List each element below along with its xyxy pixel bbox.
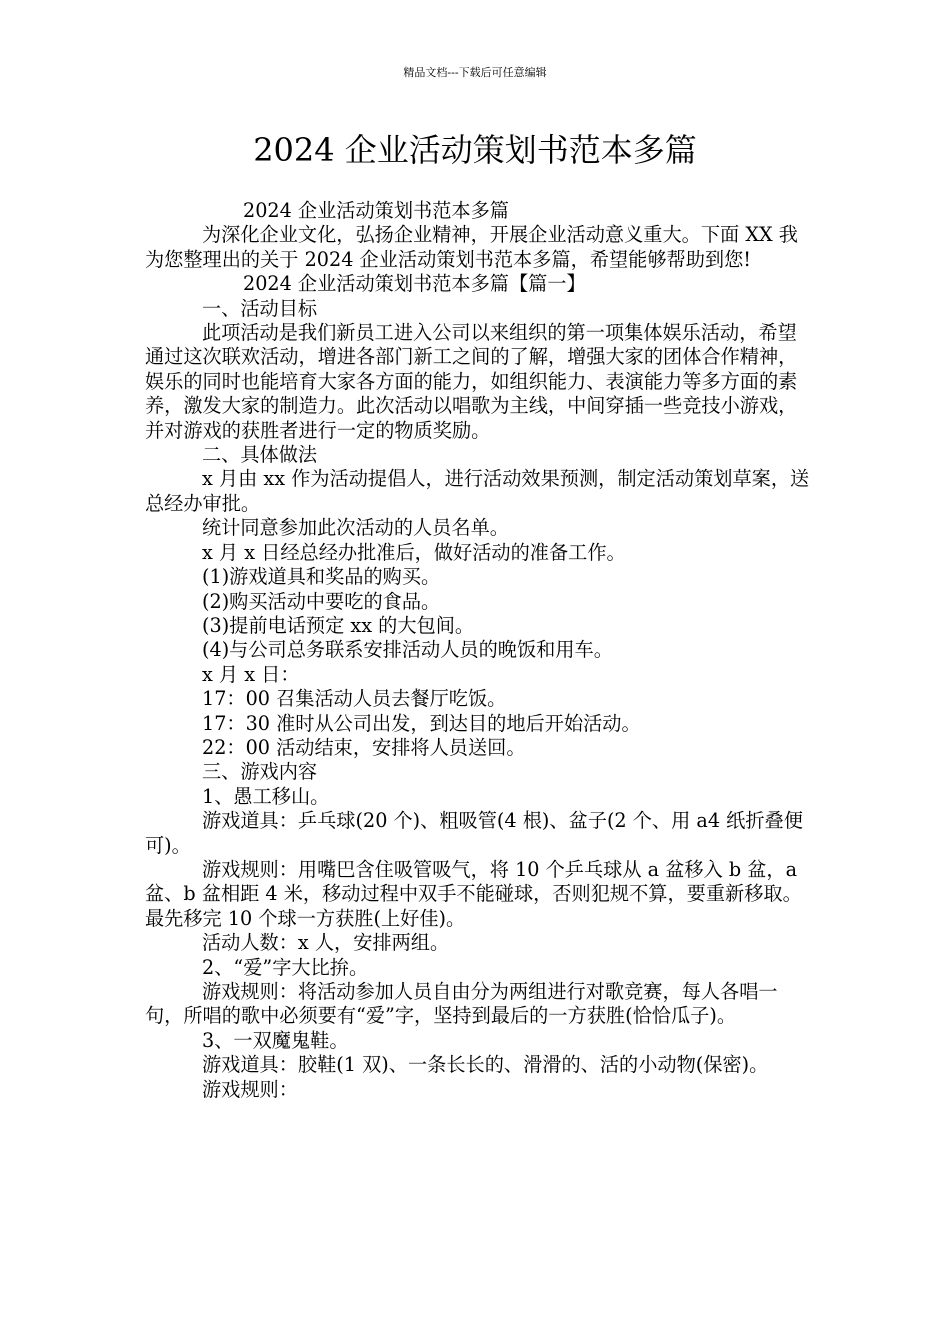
schedule-item: 22：00 活动结束，安排将人员送回。 <box>202 735 526 759</box>
paragraph: x 月 x 日经总经办批准后，做好活动的准备工作。 <box>202 540 626 564</box>
section-heading: 三、游戏内容 <box>202 760 318 784</box>
game-title: 2、“爱”字大比拚。 <box>202 955 369 979</box>
list-item: (2)购买活动中要吃的食品。 <box>202 589 441 613</box>
section-heading: 一、活动目标 <box>202 296 318 320</box>
paragraph: 游戏规则： <box>202 1077 298 1101</box>
paragraph: 2024 企业活动策划书范本多篇 <box>243 199 509 222</box>
schedule-item: 17：00 召集活动人员去餐厅吃饭。 <box>202 687 507 711</box>
section-heading: 二、具体做法 <box>202 443 318 467</box>
game-title: 1、愚工移山。 <box>202 784 330 808</box>
list-item: (1)游戏道具和奖品的购买。 <box>202 565 441 589</box>
list-item: (4)与公司总务联系安排活动人员的晚饭和用车。 <box>202 638 613 662</box>
paragraph: 游戏道具：乒乓球(20 个)、粗吸管(4 根)、盆子(2 个、用 a4 纸折叠便可)。 <box>145 809 803 857</box>
paragraph: x 月 x 日： <box>202 662 300 686</box>
paragraph: 统计同意参加此次活动的人员名单。 <box>202 516 509 540</box>
paragraph: 游戏规则：用嘴巴含住吸管吸气，将 10 个乒乓球从 a 盆移入 b 盆，a 盆、b 盆相距 4 米，移动过程中双手不能碰球，否则犯规不算，要重新移取。最先移完 10 个球一方获胜(上好佳)。 <box>145 857 804 930</box>
paragraph: 活动人数：x 人，安排两组。 <box>202 931 450 955</box>
game-title: 3、一双魔鬼鞋。 <box>202 1028 349 1052</box>
document-body <box>145 199 810 1102</box>
paragraph: x 月由 xx 作为活动提倡人，进行活动效果预测，制定活动策划草案，送总经办审批。 <box>145 467 810 515</box>
paragraph: 为深化企业文化，弘扬企业精神，开展企业活动意义重大。下面 XX 我为您整理出的关于 2024 企业活动策划书范本多篇，希望能够帮助到您! <box>145 223 798 271</box>
list-item: (3)提前电话预定 xx 的大包间。 <box>202 613 475 637</box>
schedule-item: 17：30 准时从公司出发，到达目的地后开始活动。 <box>202 711 641 735</box>
paragraph: 此项活动是我们新员工进入公司以来组织的第一项集体娱乐活动，希望通过这次联欢活动，增进各部门新工之间的了解，增强大家的团体合作精神，娱乐的同时也能培育大家各方面的能力，如组织能力、表演能力等多方面的素养，激发大家的制造力。此次活动以唱歌为主线，中间穿插一些竞技小游戏，并对游戏的获胜者进行一定的物质奖励。 <box>145 321 798 442</box>
paragraph: 2024 企业活动策划书范本多篇【篇一】 <box>243 272 586 296</box>
paragraph: 游戏道具：胶鞋(1 双)、一条长长的、滑滑的、活的小动物(保密)。 <box>202 1053 769 1077</box>
header-note: 精品文档---下载后可任意编辑 <box>403 66 547 79</box>
document-title: 2024 企业活动策划书范本多篇 <box>253 131 697 169</box>
paragraph: 游戏规则：将活动参加人员自由分为两组进行对歌竞赛，每人各唱一句，所唱的歌中必须要有“爱”字，坚持到最后的一方获胜(恰恰瓜子)。 <box>145 980 778 1028</box>
